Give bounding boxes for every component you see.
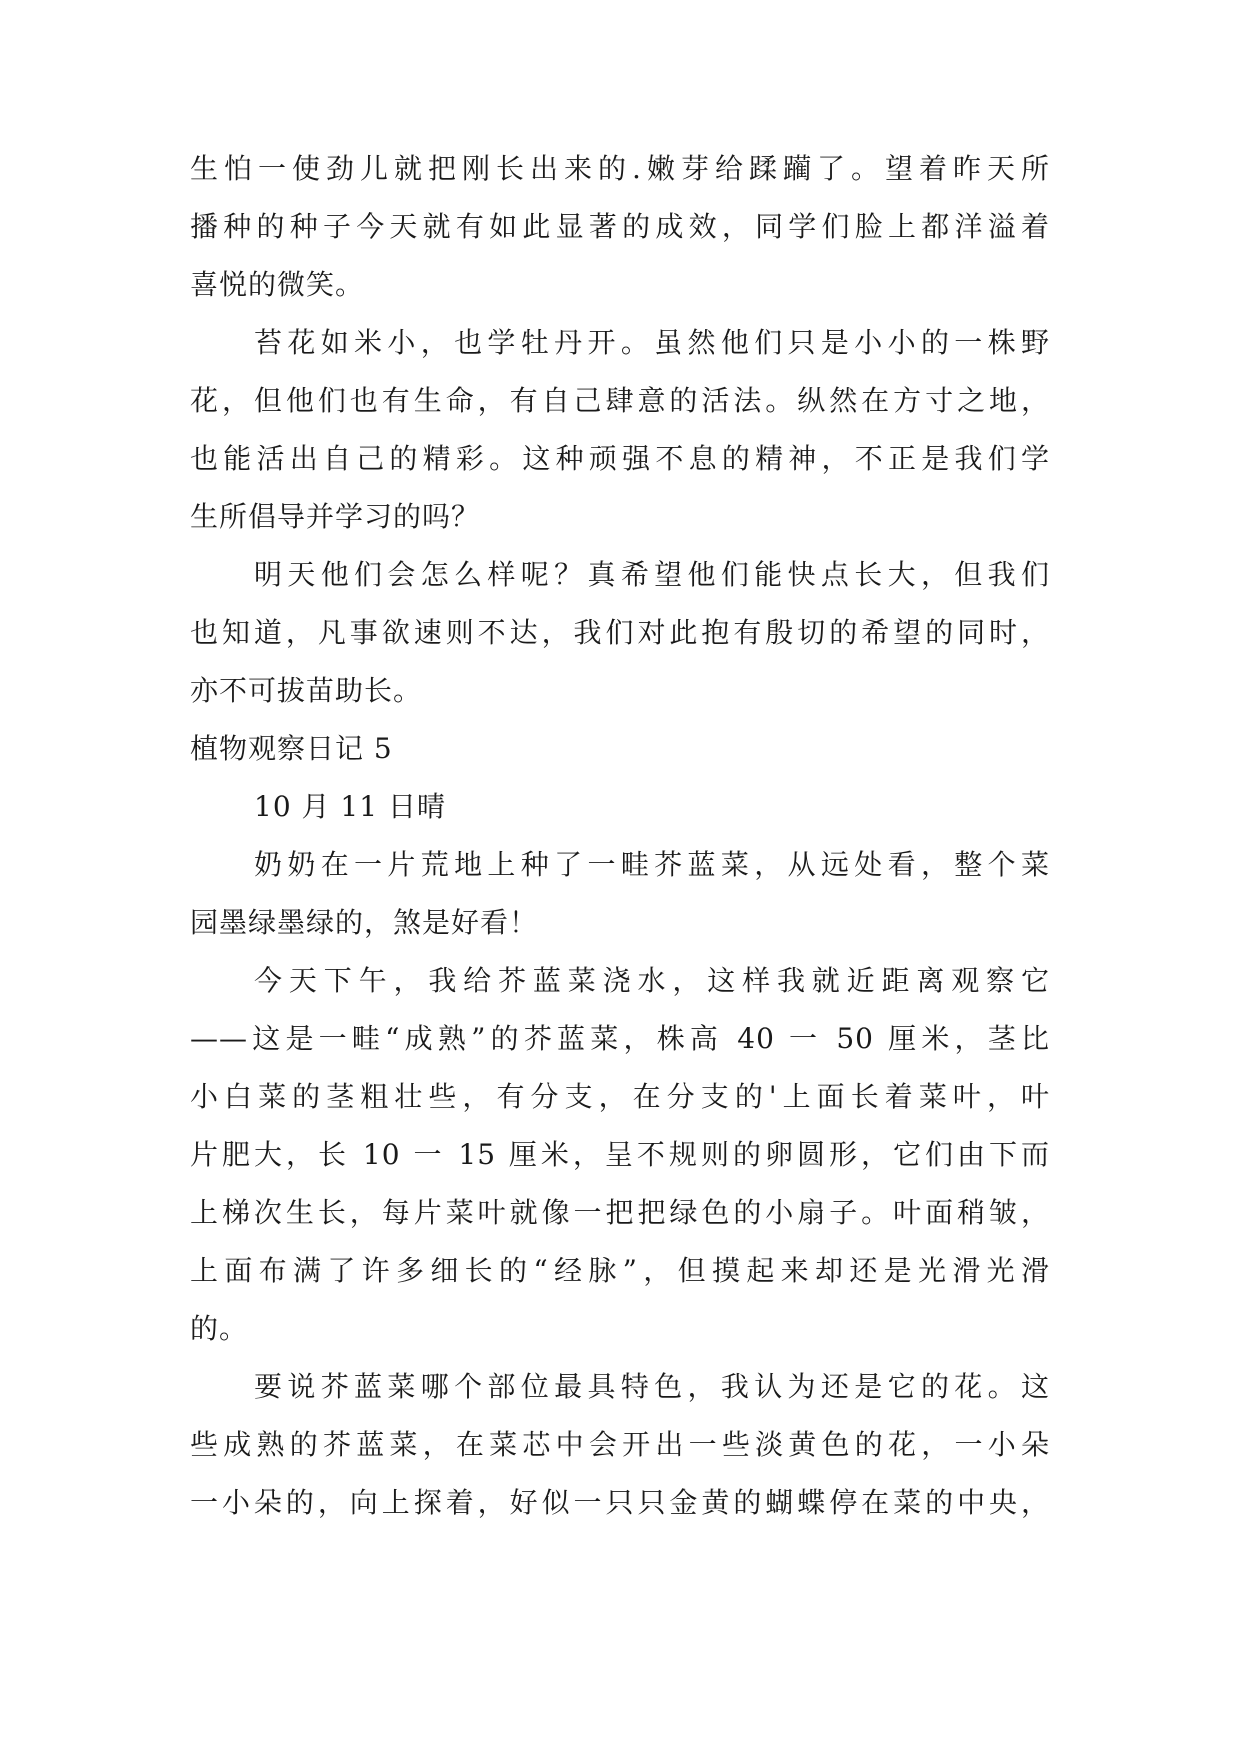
text-line: 些成熟的芥蓝菜，在菜芯中会开出一些淡黄色的花，一小朵: [190, 1428, 1050, 1461]
text-line: 也知道，凡事欲速则不达，我们对此抱有殷切的希望的同时，: [190, 616, 1050, 649]
text-line: 生所倡导并学习的吗？: [190, 500, 481, 533]
text-line: 明天他们会怎么样呢？真希望他们能快点长大，但我们: [254, 558, 1050, 591]
text-line: 今天下午，我给芥蓝菜浇水，这样我就近距离观察它: [254, 964, 1050, 997]
text-line: 一小朵的，向上探着，好似一只只金黄的蝴蝶停在菜的中央，: [190, 1486, 1050, 1519]
section-heading: 植物观察日记 5: [190, 732, 393, 765]
text-line: 片肥大，长 10 一 15 厘米，呈不规则的卵圆形，它们由下而: [190, 1138, 1050, 1171]
text-line: 园墨绿墨绿的，煞是好看！: [190, 906, 539, 939]
text-line: 苔花如米小，也学牡丹开。虽然他们只是小小的一株野: [254, 326, 1050, 359]
diary-date: 10 月 11 日晴: [254, 790, 446, 823]
text-line: 花，但他们也有生命，有自己肆意的活法。纵然在方寸之地，: [190, 384, 1050, 417]
text-line: 播种的种子今天就有如此显著的成效，同学们脸上都洋溢着: [190, 210, 1050, 243]
text-line: 上梯次生长，每片菜叶就像一把把绿色的小扇子。叶面稍皱，: [190, 1196, 1050, 1229]
document-page: [190, 140, 1050, 1532]
text-line: ——这是一畦“成熟”的芥蓝菜，株高 40 一 50 厘米，茎比: [190, 1022, 1050, 1055]
text-line: 要说芥蓝菜哪个部位最具特色，我认为还是它的花。这: [254, 1370, 1050, 1403]
text-line: 小白菜的茎粗壮些，有分支，在分支的'上面长着菜叶，叶: [190, 1080, 1050, 1113]
text-line: 的。: [190, 1312, 249, 1345]
text-line: 上面布满了许多细长的“经脉”，但摸起来却还是光滑光滑: [190, 1254, 1050, 1287]
text-line: 也能活出自己的精彩。这种顽强不息的精神，不正是我们学: [190, 442, 1050, 475]
text-line: 奶奶在一片荒地上种了一畦芥蓝菜，从远处看，整个菜: [254, 848, 1050, 881]
text-line: 喜悦的微笑。: [190, 268, 365, 301]
text-line: 亦不可拔苗助长。: [190, 674, 423, 707]
text-line: 生怕一使劲儿就把刚长出来的.嫩芽给蹂躏了。望着昨天所: [190, 152, 1050, 185]
